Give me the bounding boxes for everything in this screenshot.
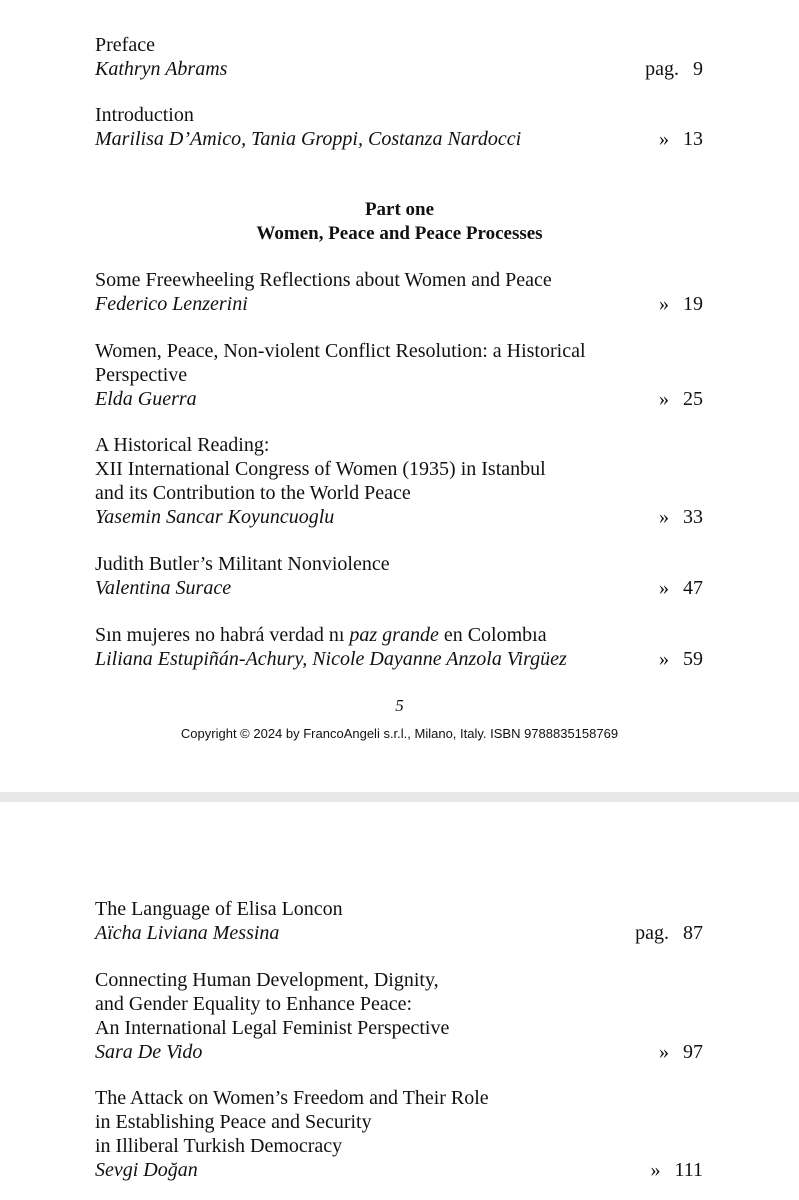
entry-title: Women, Peace, Non-violent Conflict Resolution: a Historical <box>95 340 586 362</box>
entry-title: Preface <box>95 34 155 56</box>
toc-entry <box>95 552 703 600</box>
toc-entry <box>95 1086 703 1182</box>
entry-author: Yasemin Sancar Koyuncuoglu <box>95 506 335 528</box>
entry-title: Judith Butler’s Militant Nonviolence <box>95 553 390 575</box>
entry-author: Elda Guerra <box>95 388 197 410</box>
entry-title: and Gender Equality to Enhance Peace: <box>95 993 413 1015</box>
page-marker: » <box>659 577 669 599</box>
entry-title: Perspective <box>95 364 188 386</box>
page-folio: 5 <box>395 696 404 715</box>
page-number: 59 <box>683 648 703 670</box>
entry-title: The Language of Elisa Loncon <box>95 898 343 920</box>
entry-title: Connecting Human Development, Dignity, <box>95 969 439 991</box>
entry-title: An International Legal Feminist Perspective <box>95 1017 450 1039</box>
page-number: 33 <box>683 506 703 528</box>
entry-title-italic: paz grande <box>349 624 439 646</box>
entry-author: Sevgi Doğan <box>95 1159 198 1181</box>
entry-title: Introduction <box>95 104 194 126</box>
toc-page-2 <box>0 802 799 1200</box>
part-title: Women, Peace and Peace Processes <box>256 223 543 244</box>
entry-title: XII International Congress of Women (1935) in Istanbul <box>95 458 546 480</box>
toc-entry <box>95 968 703 1064</box>
page-marker: » <box>659 128 669 150</box>
part-heading <box>0 198 799 246</box>
toc-entry-preface <box>95 33 703 81</box>
page-marker: » <box>659 506 669 528</box>
page-marker: » <box>659 388 669 410</box>
page-number: 87 <box>683 922 703 944</box>
entry-title: A Historical Reading: <box>95 434 270 456</box>
page-marker: » <box>650 1159 661 1181</box>
toc-entry <box>95 433 703 529</box>
page-marker: pag. <box>635 922 669 944</box>
entry-author: Sara De Vido <box>95 1041 203 1063</box>
page-marker: pag. <box>645 58 679 80</box>
entry-author: Liliana Estupiñán-Achury, Nicole Dayanne Anzola Virgüez <box>95 648 567 670</box>
toc-entry-introduction <box>95 103 703 151</box>
page-number: 97 <box>683 1041 703 1063</box>
entry-title: Some Freewheeling Reflections about Women and Peace <box>95 269 552 291</box>
part-number: Part one <box>364 199 435 220</box>
page-number: 9 <box>693 58 703 80</box>
page-marker: » <box>659 648 669 670</box>
toc-entry <box>95 623 703 671</box>
entry-title: Sın mujeres no habrá verdad nı paz grande en Colombıa <box>95 624 547 646</box>
page-number: 25 <box>683 388 703 410</box>
page-separator <box>0 792 799 802</box>
page-marker: » <box>659 293 669 315</box>
entry-author: Valentina Surace <box>95 577 232 599</box>
page-number: 111 <box>674 1159 703 1181</box>
toc-entry <box>95 897 703 945</box>
entry-author: Federico Lenzerini <box>95 293 248 315</box>
entry-author: Aïcha Liviana Messina <box>95 922 280 944</box>
page-marker: » <box>659 1041 669 1063</box>
page-number: 47 <box>683 577 703 599</box>
page-number: 13 <box>683 128 703 150</box>
toc-entry <box>95 268 703 316</box>
entry-author: Marilisa D’Amico, Tania Groppi, Costanza Nardocci <box>95 128 522 150</box>
entry-title: The Attack on Women’s Freedom and Their Role <box>95 1087 489 1109</box>
copyright-notice: Copyright © 2024 by FrancoAngeli s.r.l., Milano, Italy. ISBN 9788835158769 <box>180 726 619 741</box>
page-number: 19 <box>683 293 703 315</box>
toc-entry <box>95 339 703 411</box>
entry-title: and its Contribution to the World Peace <box>95 482 411 504</box>
entry-title: in Establishing Peace and Security <box>95 1111 372 1133</box>
entry-title: in Illiberal Turkish Democracy <box>95 1135 343 1157</box>
entry-author: Kathryn Abrams <box>95 58 228 80</box>
